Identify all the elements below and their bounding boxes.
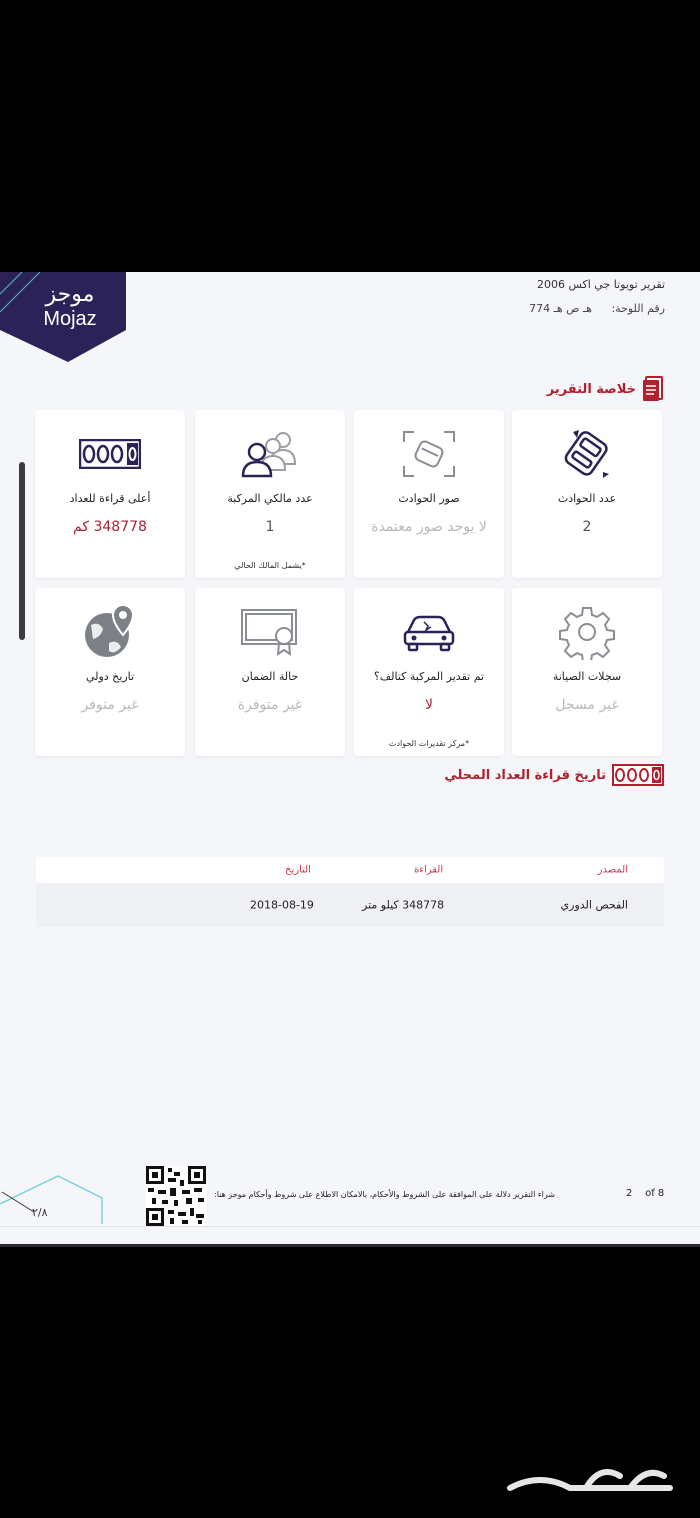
- card-title: تاريخ دولي: [85, 670, 135, 683]
- card-title: حالة الضمان: [241, 670, 299, 683]
- odometer-icon: [612, 764, 664, 786]
- odometer-history-heading: [444, 764, 664, 786]
- page-indicator: [626, 1188, 664, 1199]
- page-total: of 8: [645, 1188, 665, 1199]
- owners-icon: [239, 430, 301, 478]
- scrollbar-thumb[interactable]: [19, 462, 25, 640]
- corner-decoration: [0, 1172, 110, 1232]
- damaged-car-icon: [402, 612, 456, 652]
- card-title: عدد مالكي المركبة: [227, 492, 313, 505]
- card-title: تم تقدير المركبة كتالف؟: [373, 670, 485, 683]
- corner-page-number: ٢/٨: [32, 1206, 48, 1219]
- card-title: عدد الحوادث: [557, 492, 617, 505]
- summary-heading: [547, 376, 664, 402]
- card-value: 348778 كم: [73, 519, 147, 535]
- card-value: 2: [582, 519, 592, 535]
- card-international-history: [35, 588, 185, 756]
- mojaz-logo[interactable]: [20, 282, 120, 330]
- card-value: غير متوفر: [81, 697, 139, 713]
- card-owners-count: [195, 410, 345, 578]
- card-value: لا: [425, 697, 433, 713]
- gear-icon: [559, 604, 615, 660]
- card-value: 1: [265, 519, 275, 535]
- globe-pin-icon: [81, 603, 139, 661]
- plate-value: هـ ص هـ 774: [529, 302, 592, 315]
- card-accident-photos: [354, 410, 504, 578]
- cell-date: 2018-08-19: [250, 898, 314, 912]
- column-header-reading: القراءة: [414, 864, 444, 876]
- card-maintenance-records: [512, 588, 662, 756]
- odometer-history-heading-text: تاريخ قراءة العداد المحلي: [444, 767, 606, 783]
- table-header: [36, 857, 664, 883]
- column-header-source: المصدر: [597, 864, 628, 876]
- table-row: [36, 883, 664, 927]
- card-value: غير متوفرة: [237, 697, 303, 713]
- cell-source: الفحص الدوري: [560, 898, 628, 912]
- card-total-loss: [354, 588, 504, 756]
- plate-label: رقم اللوحة:: [611, 302, 665, 315]
- report-title: تقرير تويوتا جي اكس 2006: [537, 278, 665, 291]
- plate-info: [529, 302, 665, 315]
- crashed-car-icon: [559, 428, 615, 480]
- haraj-watermark: [500, 1458, 680, 1502]
- car-photo-frame-icon: [402, 430, 456, 478]
- card-value: غير مسجل: [555, 697, 619, 713]
- page-number: 2: [626, 1188, 633, 1199]
- certificate-icon: [240, 608, 300, 656]
- card-title: أعلى قراءة للعداد: [69, 492, 151, 505]
- page-bottom-edge: [0, 1244, 700, 1247]
- card-highest-odometer: [35, 410, 185, 578]
- card-note: *مركز تقديرات الحوادث: [388, 739, 470, 748]
- cell-reading: 348778 كيلو متر: [362, 898, 445, 912]
- card-note: *يشمل المالك الحالي: [234, 561, 306, 570]
- odometer-history-table: [36, 857, 664, 927]
- column-header-date: التاريخ: [285, 864, 311, 876]
- card-value: لا يوجد صور معتمدة: [371, 519, 487, 535]
- card-title: سجلات الصيانة: [552, 670, 622, 683]
- terms-disclaimer[interactable]: شراء التقرير دلالة على الموافقة على الشروط والأحكام، بالامكان الاطلاع على شروط وأحكام موجز هنا:: [214, 1190, 555, 1199]
- summary-heading-text: خلاصة التقرير: [546, 381, 636, 397]
- footer-divider: [0, 1226, 700, 1227]
- report-page: [0, 272, 700, 1244]
- logo-arabic-text: موجز: [45, 282, 95, 307]
- report-document-icon: [642, 376, 664, 402]
- card-warranty-status: [195, 588, 345, 756]
- card-accidents-count: [512, 410, 662, 578]
- qr-code-icon[interactable]: [146, 1166, 206, 1226]
- card-title: صور الحوادث: [398, 492, 460, 505]
- odometer-icon: [79, 439, 141, 469]
- logo-english-text: Mojaz: [43, 308, 97, 330]
